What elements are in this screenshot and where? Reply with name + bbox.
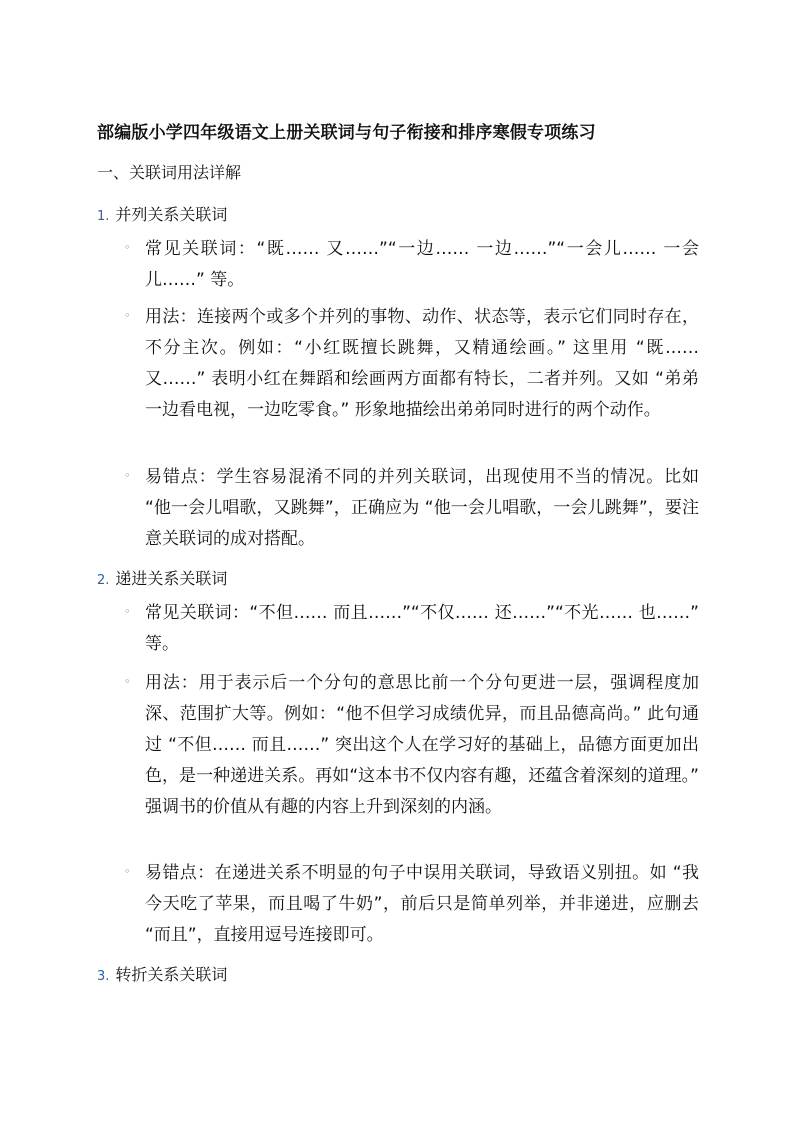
list-item-text: 易错点：在递进关系不明显的句子中误用关联词，导致语义别扭。如 “我今天吃了苹果，而且喝了牛奶”，前后只是简单列举，并非递进，应删去 “而且”，直接用逗号连接即可。: [145, 863, 699, 945]
list-item-text: 常见关联词：“不但…… 而且……”“不仅…… 还……”“不光…… 也……” 等。: [145, 603, 699, 654]
list-item: [124, 234, 699, 296]
subheading-text: 递进关系关联词: [115, 569, 228, 588]
list-item-text: 易错点：学生容易混淆不同的并列关联词，出现使用不当的情况。比如 “他一会儿唱歌，又跳舞”，正确应为 “他一会儿唱歌，一会儿跳舞”，要注意关联词的成对搭配。: [145, 467, 699, 549]
list-item-text: 用法：连接两个或多个并列的事物、动作、状态等，表示它们同时存在，不分主次。例如：“小红既擅长跳舞，又精通绘画。” 这里用 “既…… 又……” 表明小红在舞蹈和绘画两方面都有特长，二者并列。又如 “弟弟一边看电视，一边吃零食。” 形象地描绘出弟弟同时进行的两个动作。: [145, 307, 699, 420]
bullet-icon: ◦: [124, 675, 131, 688]
subheading-parallel: [97, 202, 227, 225]
bullet-icon: ◦: [124, 241, 131, 254]
bullet-icon: ◦: [124, 309, 131, 322]
list-item-text: 常见关联词：“既…… 又……”“一边…… 一边……”“一会儿…… 一会儿……” 等。: [145, 239, 699, 290]
list-item: [124, 598, 699, 660]
document-title: 部编版小学四年级语文上册关联词与句子衔接和排序寒假专项练习: [97, 123, 596, 143]
list-item: [124, 462, 699, 555]
list-item-text: 用法：用于表示后一个分句的意思比前一个分句更进一层，强调程度加深、范围扩大等。例如：“他不但学习成绩优异，而且品德高尚。” 此句通过 “不但…… 而且……” 突出这个人在学习好的基础上，品德方面更加出色，是一种递进关系。再如“这本书不仅内容有趣，还蕴含着深刻的道理。” 强调书的价值从有趣的内容上升到深刻的内涵。: [145, 673, 699, 817]
list-number: 3.: [97, 969, 110, 984]
list-number: 1.: [97, 209, 110, 224]
bullet-icon: ◦: [124, 469, 131, 482]
list-item: [124, 858, 699, 951]
list-number: 2.: [97, 573, 110, 588]
subheading-adversative: [97, 962, 227, 985]
section-heading-1: 一、关联词用法详解: [97, 163, 242, 182]
list-item: [124, 668, 699, 823]
subheading-text: 并列关系关联词: [115, 205, 228, 224]
bullet-icon: ◦: [124, 605, 131, 618]
list-item: [124, 302, 699, 426]
bullet-icon: ◦: [124, 865, 131, 878]
subheading-progressive: [97, 566, 227, 589]
subheading-text: 转折关系关联词: [115, 965, 228, 984]
